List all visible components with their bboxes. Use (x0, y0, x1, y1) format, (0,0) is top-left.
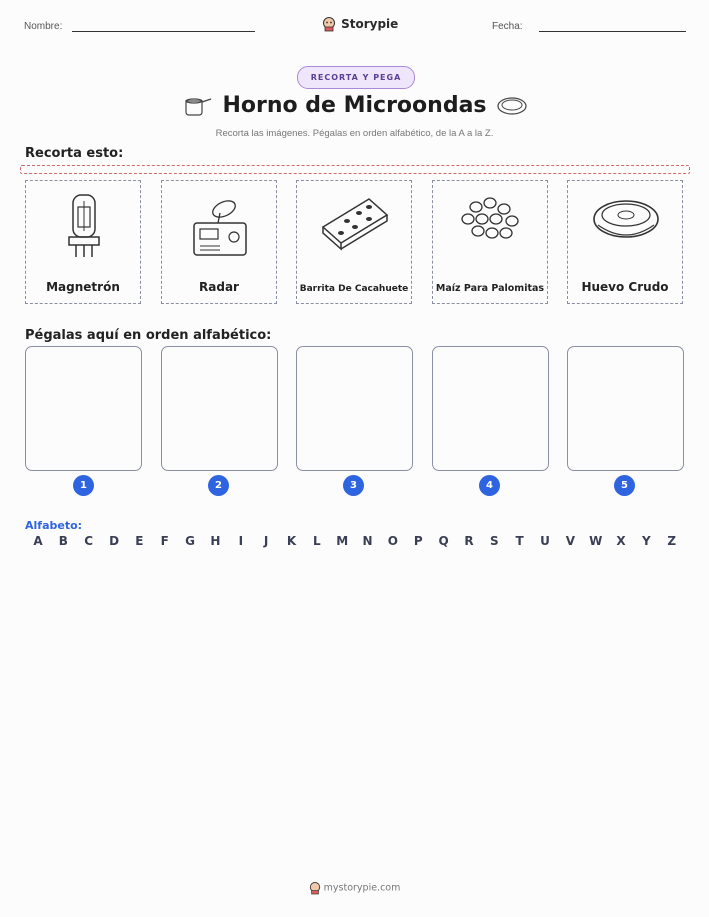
card-label: Barrita De Cacahuete (299, 284, 409, 294)
alphabet-letter: W (589, 534, 603, 548)
alphabet-letter: D (109, 534, 120, 548)
alphabet-letter: N (362, 534, 373, 548)
date-field[interactable] (539, 31, 686, 32)
alphabet-letter: P (413, 534, 423, 548)
raw-egg-bowl-icon (590, 191, 662, 251)
card-label: Magnetrón (46, 280, 120, 294)
footer-url: mystorypie.com (323, 882, 401, 894)
alphabet-letter: Y (642, 534, 651, 548)
alphabet-letter: M (336, 534, 349, 548)
radar-icon (190, 191, 250, 263)
alphabet-letter: C (84, 534, 94, 548)
name-field[interactable] (72, 31, 255, 32)
alphabet-letter: F (160, 534, 169, 548)
paste-box-5[interactable] (567, 346, 684, 471)
page-title: Horno de Microondas (222, 93, 487, 118)
order-number: 2 (208, 475, 229, 496)
cut-card-radar[interactable] (161, 180, 277, 304)
alphabet-letter: A (33, 534, 43, 548)
order-number: 3 (343, 475, 364, 496)
instructions: Recorta las imágenes. Pégalas en orden alfabético, de la A a la Z. (215, 128, 494, 139)
alphabet-letter: Q (438, 534, 449, 548)
activity-badge: RECORTA Y PEGA (297, 66, 415, 89)
alphabet-letter: O (387, 534, 398, 548)
popcorn-kernels-icon (456, 191, 526, 251)
alphabet-letter: S (489, 534, 499, 548)
cut-card-raw-egg[interactable] (567, 180, 683, 304)
alphabet-letter: H (210, 534, 221, 548)
storypie-mascot-icon (309, 881, 321, 895)
alphabet-letter: E (135, 534, 144, 548)
paste-heading: Pégalas aquí en orden alfabético: (25, 328, 272, 343)
alphabet-letter: Z (667, 534, 677, 548)
alphabet-letter: T (515, 534, 524, 548)
brand-logo (322, 13, 398, 32)
brand-name: Storypie (341, 17, 399, 31)
storypie-mascot-icon (322, 16, 336, 32)
alphabet-heading: Alfabeto: (25, 519, 83, 532)
cut-line (20, 165, 690, 174)
cut-card-peanut-bar[interactable] (296, 180, 412, 304)
paste-box-4[interactable] (432, 346, 549, 471)
card-label: Radar (199, 280, 239, 294)
paste-box-1[interactable] (25, 346, 142, 471)
alphabet-letter: X (616, 534, 626, 548)
paste-box-3[interactable] (296, 346, 413, 471)
order-number: 4 (479, 475, 500, 496)
alphabet-letter: G (185, 534, 196, 548)
alphabet-letter: J (263, 534, 269, 548)
footer (0, 881, 709, 895)
alphabet-letter: R (464, 534, 474, 548)
alphabet-letter: V (565, 534, 575, 548)
alphabet-letter: I (238, 534, 244, 548)
magnetron-tube-icon (59, 191, 109, 271)
order-number: 1 (73, 475, 94, 496)
cut-card-popcorn-kernels[interactable] (432, 180, 548, 304)
peanut-bar-icon (317, 191, 393, 257)
name-label: Nombre: (24, 21, 63, 32)
cut-heading: Recorta esto: (25, 146, 124, 161)
alphabet-letter: K (286, 534, 297, 548)
card-label: Huevo Crudo (581, 280, 669, 294)
cut-card-magnetron[interactable] (25, 180, 141, 304)
card-label: Maíz Para Palomitas (435, 283, 545, 294)
alphabet-letter: B (58, 534, 68, 548)
paste-box-2[interactable] (161, 346, 278, 471)
egg-bowl-icon (496, 95, 528, 119)
date-label: Fecha: (492, 21, 523, 32)
alphabet-letter: U (540, 534, 550, 548)
alphabet-letter: L (313, 534, 321, 548)
order-number: 5 (614, 475, 635, 496)
